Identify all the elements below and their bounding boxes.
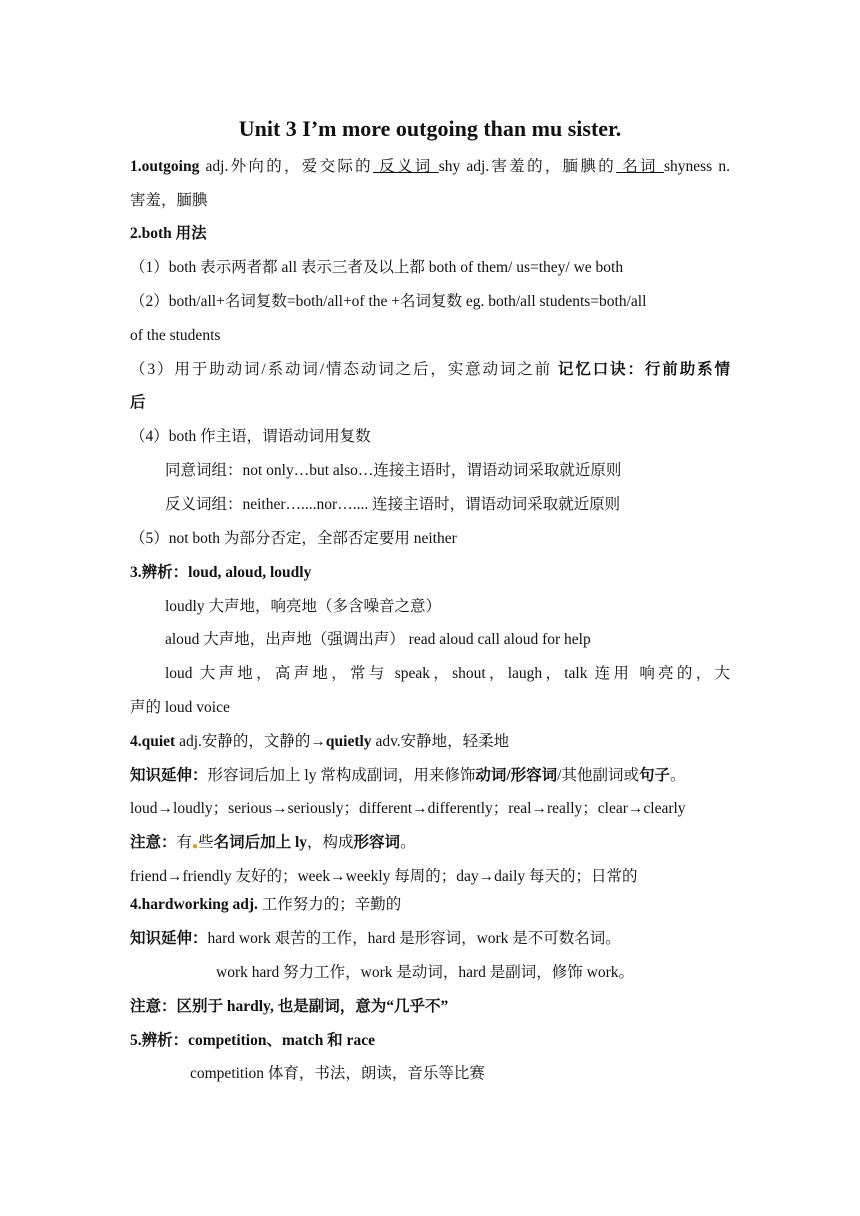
hardly-note: 注意：区别于 hardly, 也是副词，意为“几乎不”: [130, 998, 449, 1015]
loud-line: loud 大声地，高声地，常与 speak，shout，laugh，talk 连用 响亮的，大: [165, 665, 730, 682]
adverb-extension: [130, 759, 685, 793]
antonym-phrase: 反义词组：neither…....nor….... 连接主语时，谓语动词采取就近原则: [165, 496, 621, 513]
competition-line: competition 体育，书法，朗读，音乐等比赛: [190, 1065, 485, 1082]
outgoing-line: [130, 150, 730, 184]
quiet-line: [130, 725, 509, 759]
quiet-word: 4.quiet: [130, 733, 176, 750]
both-rule-4: （4）both 作主语，谓语动词用复数: [130, 428, 371, 445]
extension-text-2: /其他副词或: [557, 767, 639, 784]
both-rule-3-text: （3）用于助动词/系动词/情态动词之后，实意动词之前: [130, 361, 558, 378]
both-heading: 2.both 用法: [130, 225, 207, 242]
shy-def: shy adj.害羞的，腼腆的: [438, 158, 617, 175]
shyness-word: shyness n.: [663, 158, 730, 175]
hard-work-text: hard work 艰苦的工作，hard 是形容词，work 是不可数名词。: [207, 930, 621, 947]
both-rule-2-cont: of the students: [130, 327, 221, 344]
hardworking-word: 4.hardworking adj.: [130, 896, 258, 913]
noun-ly-note: [130, 826, 416, 860]
note-label: 注意：: [130, 834, 177, 851]
loudly-line: loudly 大声地，响亮地（多含噪音之意）: [165, 598, 441, 615]
loud-line-cont: 声的 loud voice: [130, 699, 230, 716]
hard-work-extension: [130, 922, 621, 956]
note-noun-ly: 名词后加上 ly: [213, 834, 308, 851]
note-period: 。: [400, 834, 416, 851]
aloud-line: aloud 大声地，出声地（强调出声） read aloud call aloud for help: [165, 631, 591, 648]
quiet-def: adj.安静的，文静的→: [175, 733, 326, 750]
loud-heading: [130, 556, 311, 590]
hardworking-line: [130, 888, 401, 922]
extension-verb-adj: 动词/形容词: [475, 767, 558, 784]
page-title: Unit 3 I’m more outgoing than mu sister.: [238, 116, 622, 141]
outgoing-def: adj.外向的，爱交际的: [199, 158, 373, 175]
extension-label-2: 知识延伸：: [130, 930, 208, 947]
both-rule-2: （2）both/all+名词复数=both/all+of the +名词复数 eg. both/all students=both/all: [130, 293, 647, 310]
hardworking-def: 工作努力的；辛勤的: [257, 896, 402, 913]
note-text-b: 些: [198, 834, 214, 851]
antonym-label: 反义词: [372, 158, 439, 175]
extension-label: 知识延伸：: [130, 767, 208, 784]
memory-tip: 记忆口诀：行前助系情: [557, 361, 730, 378]
quietly-word: quietly: [325, 733, 372, 750]
competition-heading: [130, 1024, 375, 1058]
both-rule-5: （5）not both 为部分否定，全部否定要用 neither: [130, 530, 457, 547]
competition-heading-label: 5.辨析：: [130, 1032, 189, 1049]
note-adjective: 形容词: [353, 834, 401, 851]
extension-period: 。: [669, 767, 686, 784]
adjective-examples: friend→friendly 友好的；week→weekly 每周的；day→daily 每天的；日常的: [130, 868, 638, 885]
extension-sentence: 句子: [638, 767, 670, 784]
outgoing-word: 1.outgoing: [130, 158, 200, 175]
adverb-examples: loud→loudly；serious→seriously；different→differently；real→really；clear→clearly: [130, 800, 686, 817]
loud-heading-words: loud, aloud, loudly: [188, 564, 312, 581]
loud-heading-label: 3.辨析：: [130, 564, 189, 581]
competition-heading-words: competition、match 和 race: [188, 1032, 375, 1049]
note-text-a: 有: [176, 834, 193, 851]
work-hard-text: work hard 努力工作，work 是动词，hard 是副词，修饰 work。: [216, 964, 635, 981]
quietly-def: adv.安静地，轻柔地: [371, 733, 510, 750]
both-rule-3: [130, 353, 730, 387]
both-rule-3-cont: 后: [130, 394, 146, 411]
note-text-d: ，构成: [307, 834, 354, 851]
synonym-phrase: 同意词组：not only…but also…连接主语时，谓语动词采取就近原则: [165, 462, 622, 479]
mark-dot: ●: [192, 841, 199, 852]
extension-text: 形容词后加上 ly 常构成副词，用来修饰: [207, 767, 476, 784]
outgoing-line-2: 害羞，腼腆: [130, 192, 208, 209]
noun-label: 名词: [616, 158, 664, 175]
both-rule-1: （1）both 表示两者都 all 表示三者及以上都 both of them/ us=they/ we both: [130, 259, 624, 276]
